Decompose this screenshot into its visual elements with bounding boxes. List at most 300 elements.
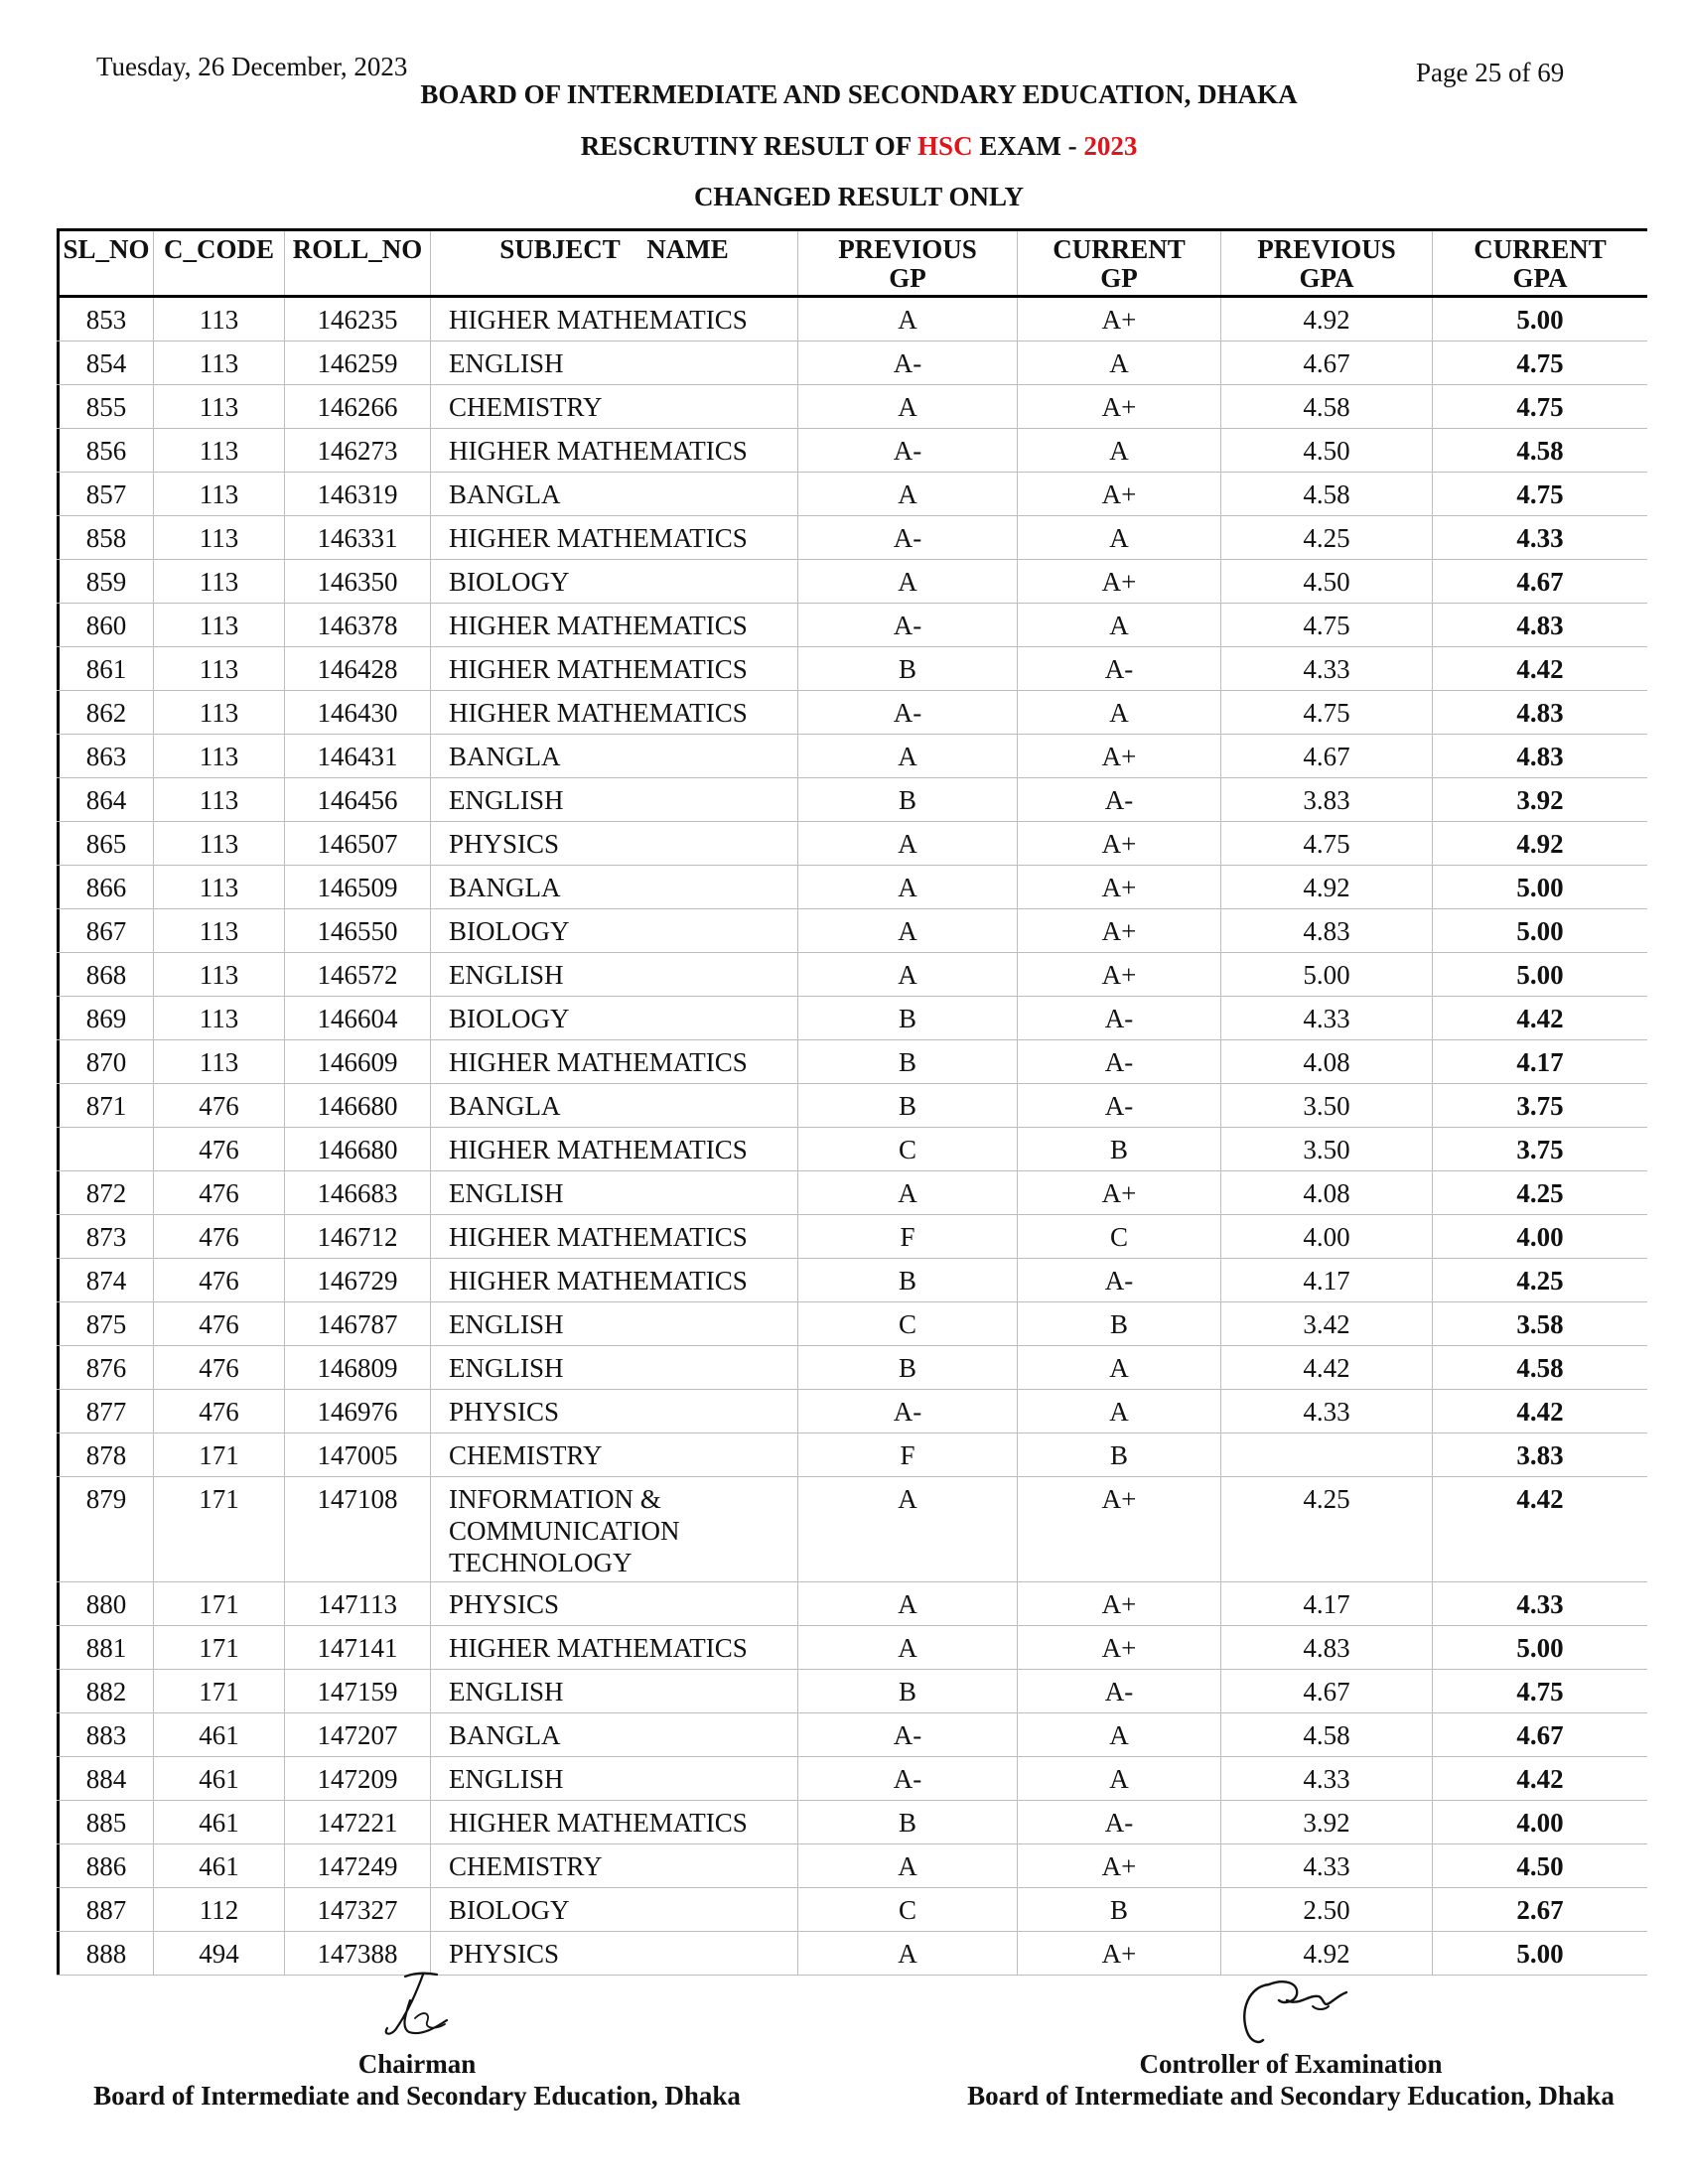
previous-gp-cell: C (798, 1302, 1018, 1345)
c-code-cell: 113 (154, 341, 285, 384)
roll-no-cell: 147159 (285, 1670, 431, 1712)
previous-gp-cell: A (798, 560, 1018, 603)
subject-name-cell (431, 341, 798, 384)
header-line: GPA (1512, 263, 1568, 293)
previous-gp-cell: B (798, 1346, 1018, 1389)
sl-no-cell: 857 (57, 473, 154, 515)
c-code-cell: 461 (154, 1757, 285, 1800)
header-previous-gp (798, 231, 1018, 295)
c-code-cell: 476 (154, 1215, 285, 1258)
roll-no-cell: 146787 (285, 1302, 431, 1345)
previous-gp-cell: F (798, 1215, 1018, 1258)
sl-no-cell: 879 (57, 1477, 154, 1581)
subject-name-cell (431, 1932, 798, 1975)
roll-no-cell: 146431 (285, 735, 431, 777)
roll-no-cell: 147388 (285, 1932, 431, 1975)
c-code-cell: 171 (154, 1433, 285, 1476)
c-code-cell: 476 (154, 1390, 285, 1433)
subject-line: CHEMISTRY (449, 1440, 603, 1470)
current-gpa-cell: 4.58 (1516, 1353, 1564, 1383)
subject-line: HIGHER MATHEMATICS (449, 1222, 748, 1252)
table-row (57, 778, 1647, 822)
subject-line: COMMUNICATION (449, 1516, 680, 1546)
subject-name-cell (431, 1171, 798, 1214)
previous-gp-cell: A (798, 866, 1018, 908)
previous-gpa-cell: 4.50 (1221, 429, 1433, 472)
current-gpa-cell: 4.50 (1516, 1851, 1564, 1881)
subject-line: INFORMATION & (449, 1484, 661, 1514)
current-gpa-cell: 3.75 (1516, 1091, 1564, 1121)
previous-gp-cell: B (798, 778, 1018, 821)
subject-line: PHYSICS (449, 829, 560, 859)
c-code-cell: 113 (154, 997, 285, 1039)
subject-name-cell (431, 735, 798, 777)
current-gpa-cell: 4.33 (1516, 1589, 1564, 1619)
previous-gp-cell: A (798, 909, 1018, 952)
table-row (57, 866, 1647, 909)
subject-name-cell (431, 866, 798, 908)
table-row (57, 385, 1647, 429)
current-gpa-cell: 5.00 (1516, 916, 1564, 946)
roll-no-cell: 146350 (285, 560, 431, 603)
c-code-cell: 113 (154, 385, 285, 428)
previous-gpa-cell: 4.17 (1221, 1582, 1433, 1625)
subject-line: HIGHER MATHEMATICS (449, 436, 748, 466)
previous-gp-cell: C (798, 1128, 1018, 1170)
current-gp-cell: A+ (1018, 1844, 1221, 1887)
table-body (57, 298, 1647, 1976)
sl-no-cell: 853 (57, 298, 154, 341)
sl-no-cell: 861 (57, 647, 154, 690)
subject-name-cell (431, 1302, 798, 1345)
c-code-cell: 461 (154, 1713, 285, 1756)
subject-line: ENGLISH (449, 785, 564, 815)
page-number: Page 25 of 69 (1416, 58, 1565, 87)
header-line: CURRENT (1474, 234, 1607, 264)
c-code-cell: 476 (154, 1128, 285, 1170)
current-gp-cell: A+ (1018, 473, 1221, 515)
current-gpa-cell: 4.42 (1516, 1484, 1564, 1514)
roll-no-cell: 146430 (285, 691, 431, 734)
sl-no-cell: 866 (57, 866, 154, 908)
current-gpa-cell: 4.17 (1516, 1047, 1564, 1077)
subject-name-cell (431, 1477, 798, 1581)
subject-name-cell (431, 1346, 798, 1389)
previous-gpa-cell: 4.67 (1221, 341, 1433, 384)
previous-gp-cell: A- (798, 604, 1018, 646)
sl-no-cell: 875 (57, 1302, 154, 1345)
subject-line: TECHNOLOGY (449, 1548, 633, 1577)
table-row (57, 1932, 1647, 1976)
current-gp-cell: A (1018, 691, 1221, 734)
subject-name-cell (431, 1084, 798, 1127)
current-gpa-cell: 3.58 (1516, 1309, 1564, 1339)
roll-no-cell: 146331 (285, 516, 431, 559)
roll-no-cell: 147207 (285, 1713, 431, 1756)
current-gpa-cell: 4.00 (1516, 1808, 1564, 1838)
sl-no-cell: 856 (57, 429, 154, 472)
current-gp-cell: A- (1018, 1670, 1221, 1712)
subject-name-cell (431, 1888, 798, 1931)
print-date: Tuesday, 26 December, 2023 (96, 52, 408, 81)
previous-gpa-cell: 3.42 (1221, 1302, 1433, 1345)
previous-gp-cell: A- (798, 1757, 1018, 1800)
roll-no-cell: 146319 (285, 473, 431, 515)
previous-gpa-cell: 4.42 (1221, 1346, 1433, 1389)
board-title: BOARD OF INTERMEDIATE AND SECONDARY EDUCATION, DHAKA (420, 79, 1298, 109)
c-code-cell: 113 (154, 298, 285, 341)
subject-line: PHYSICS (449, 1939, 560, 1969)
current-gpa-cell: 4.92 (1516, 829, 1564, 859)
exam-year: 2023 (1083, 131, 1138, 161)
previous-gpa-cell: 4.08 (1221, 1040, 1433, 1083)
c-code-cell: 113 (154, 560, 285, 603)
current-gp-cell: A- (1018, 997, 1221, 1039)
current-gp-cell: A (1018, 1757, 1221, 1800)
sl-no-cell (57, 1128, 154, 1170)
table-row (57, 604, 1647, 647)
current-gp-cell: A (1018, 341, 1221, 384)
table-row (57, 298, 1647, 341)
sl-no-cell: 876 (57, 1346, 154, 1389)
previous-gpa-cell: 3.83 (1221, 778, 1433, 821)
table-row (57, 1346, 1647, 1390)
header-line: GP (889, 263, 926, 293)
current-gpa-cell: 4.25 (1516, 1266, 1564, 1296)
previous-gpa-cell: 4.17 (1221, 1259, 1433, 1301)
chairman-org: Board of Intermediate and Secondary Education, Dhaka (93, 2081, 741, 2111)
table-header (57, 228, 1647, 298)
previous-gpa-cell: 4.58 (1221, 385, 1433, 428)
current-gp-cell: A+ (1018, 1626, 1221, 1669)
sl-no-cell: 863 (57, 735, 154, 777)
current-gp-cell: B (1018, 1302, 1221, 1345)
current-gp-cell: A- (1018, 1259, 1221, 1301)
c-code-cell: 461 (154, 1801, 285, 1843)
previous-gpa-cell: 4.25 (1221, 1477, 1433, 1581)
table-row (57, 1433, 1647, 1477)
current-gp-cell: A (1018, 429, 1221, 472)
current-gp-cell: A- (1018, 1040, 1221, 1083)
current-gp-cell: A- (1018, 1084, 1221, 1127)
previous-gpa-cell: 4.83 (1221, 909, 1433, 952)
current-gpa-cell: 4.58 (1516, 436, 1564, 466)
header-sl-no (57, 231, 154, 295)
roll-no-cell: 147141 (285, 1626, 431, 1669)
sl-no-cell: 860 (57, 604, 154, 646)
current-gp-cell: B (1018, 1433, 1221, 1476)
previous-gp-cell: A (798, 1582, 1018, 1625)
subject-name-cell (431, 385, 798, 428)
current-gp-cell: B (1018, 1888, 1221, 1931)
roll-no-cell: 147221 (285, 1801, 431, 1843)
subject-line: PHYSICS (449, 1589, 560, 1619)
previous-gpa-cell: 4.75 (1221, 822, 1433, 865)
subject-line: HIGHER MATHEMATICS (449, 654, 748, 684)
header-previous-gpa (1221, 231, 1433, 295)
sl-no-cell: 864 (57, 778, 154, 821)
header-roll-no (285, 231, 431, 295)
previous-gpa-cell: 4.75 (1221, 604, 1433, 646)
current-gp-cell: A+ (1018, 1582, 1221, 1625)
current-gpa-cell: 4.83 (1516, 611, 1564, 640)
subject-line: HIGHER MATHEMATICS (449, 1135, 748, 1164)
controller-signature-icon (1229, 1971, 1378, 2048)
c-code-cell: 113 (154, 473, 285, 515)
previous-gp-cell: A (798, 1171, 1018, 1214)
table-row (57, 1171, 1647, 1215)
current-gpa-cell: 2.67 (1516, 1895, 1564, 1925)
roll-no-cell: 146509 (285, 866, 431, 908)
c-code-cell: 113 (154, 691, 285, 734)
current-gpa-cell: 4.42 (1516, 654, 1564, 684)
c-code-cell: 113 (154, 429, 285, 472)
subject-line: HIGHER MATHEMATICS (449, 1047, 748, 1077)
sl-no-cell: 884 (57, 1757, 154, 1800)
previous-gpa-cell: 4.58 (1221, 1713, 1433, 1756)
subject-line: HIGHER MATHEMATICS (449, 1808, 748, 1838)
table-row (57, 1040, 1647, 1084)
c-code-cell: 112 (154, 1888, 285, 1931)
c-code-cell: 113 (154, 1040, 285, 1083)
roll-no-cell: 146572 (285, 953, 431, 996)
subject-name-cell (431, 1757, 798, 1800)
c-code-cell: 476 (154, 1259, 285, 1301)
c-code-cell: 113 (154, 647, 285, 690)
sl-no-cell: 883 (57, 1713, 154, 1756)
previous-gp-cell: A (798, 298, 1018, 341)
roll-no-cell: 146266 (285, 385, 431, 428)
table-row (57, 1670, 1647, 1713)
previous-gpa-cell: 4.83 (1221, 1626, 1433, 1669)
subject-line: HIGHER MATHEMATICS (449, 305, 748, 335)
current-gp-cell: A+ (1018, 298, 1221, 341)
current-gpa-cell: 3.92 (1516, 785, 1564, 815)
subject-line: BANGLA (449, 742, 561, 771)
current-gp-cell: C (1018, 1215, 1221, 1258)
roll-no-cell: 146976 (285, 1390, 431, 1433)
c-code-cell: 113 (154, 778, 285, 821)
current-gpa-cell: 4.42 (1516, 1004, 1564, 1033)
table-row (57, 1477, 1647, 1582)
subject-name-cell (431, 647, 798, 690)
table-row (57, 1844, 1647, 1888)
current-gp-cell: A+ (1018, 1932, 1221, 1975)
previous-gp-cell: B (798, 997, 1018, 1039)
c-code-cell: 113 (154, 604, 285, 646)
sl-no-cell: 872 (57, 1171, 154, 1214)
roll-no-cell: 147209 (285, 1757, 431, 1800)
sl-no-cell: 877 (57, 1390, 154, 1433)
current-gp-cell: A- (1018, 778, 1221, 821)
previous-gp-cell: F (798, 1433, 1018, 1476)
exam-name: HSC (917, 131, 973, 161)
table-row (57, 473, 1647, 516)
subject-line: ENGLISH (449, 960, 564, 990)
subject-line: HIGHER MATHEMATICS (449, 523, 748, 553)
sl-no-cell: 865 (57, 822, 154, 865)
current-gp-cell: A+ (1018, 866, 1221, 908)
sl-no-cell: 869 (57, 997, 154, 1039)
previous-gp-cell: B (798, 1670, 1018, 1712)
current-gp-cell: A (1018, 604, 1221, 646)
header-line: PREVIOUS (838, 234, 977, 264)
sl-no-cell: 880 (57, 1582, 154, 1625)
previous-gp-cell: B (798, 1801, 1018, 1843)
subject-name-cell (431, 953, 798, 996)
previous-gp-cell: A- (798, 1713, 1018, 1756)
sl-no-cell: 885 (57, 1801, 154, 1843)
sl-no-cell: 878 (57, 1433, 154, 1476)
previous-gpa-cell: 4.33 (1221, 997, 1433, 1039)
roll-no-cell: 146550 (285, 909, 431, 952)
table-row (57, 1582, 1647, 1626)
subject-name-cell (431, 1259, 798, 1301)
previous-gpa-cell: 3.50 (1221, 1128, 1433, 1170)
current-gpa-cell: 5.00 (1516, 1633, 1564, 1663)
subject-name-cell (431, 1713, 798, 1756)
previous-gpa-cell: 4.92 (1221, 298, 1433, 341)
current-gpa-cell: 4.00 (1516, 1222, 1564, 1252)
roll-no-cell: 146259 (285, 341, 431, 384)
header-c-code (154, 231, 285, 295)
roll-no-cell: 146507 (285, 822, 431, 865)
table-row (57, 647, 1647, 691)
current-gp-cell: A+ (1018, 953, 1221, 996)
previous-gpa-cell: 3.92 (1221, 1801, 1433, 1843)
roll-no-cell: 146428 (285, 647, 431, 690)
previous-gp-cell: A (798, 1477, 1018, 1581)
roll-no-cell: 147005 (285, 1433, 431, 1476)
table-row (57, 1757, 1647, 1801)
sl-no-cell: 888 (57, 1932, 154, 1975)
current-gpa-cell: 5.00 (1516, 305, 1564, 335)
header-line: C_CODE (163, 234, 274, 264)
previous-gp-cell: B (798, 1084, 1018, 1127)
roll-no-cell: 146456 (285, 778, 431, 821)
previous-gpa-cell: 4.67 (1221, 735, 1433, 777)
previous-gpa-cell: 4.00 (1221, 1215, 1433, 1258)
subject-line: HIGHER MATHEMATICS (449, 1266, 748, 1296)
subject-name-cell (431, 298, 798, 341)
current-gp-cell: A (1018, 1346, 1221, 1389)
table-row (57, 1302, 1647, 1346)
table-row (57, 1801, 1647, 1844)
c-code-cell: 113 (154, 822, 285, 865)
subject-name-cell (431, 997, 798, 1039)
roll-no-cell: 146712 (285, 1215, 431, 1258)
sl-no-cell: 870 (57, 1040, 154, 1083)
table-row (57, 997, 1647, 1040)
header-line: ROLL_NO (292, 234, 423, 264)
current-gp-cell: A+ (1018, 1171, 1221, 1214)
subject-line: BIOLOGY (449, 916, 570, 946)
previous-gp-cell: C (798, 1888, 1018, 1931)
previous-gpa-cell: 4.50 (1221, 560, 1433, 603)
current-gpa-cell: 4.83 (1516, 698, 1564, 728)
previous-gp-cell: A (798, 822, 1018, 865)
current-gpa-cell: 4.42 (1516, 1764, 1564, 1794)
current-gpa-cell: 4.75 (1516, 392, 1564, 422)
current-gpa-cell: 4.67 (1516, 1720, 1564, 1750)
sl-no-cell: 858 (57, 516, 154, 559)
subject-name-cell (431, 1670, 798, 1712)
subtitle: CHANGED RESULT ONLY (693, 182, 1025, 211)
c-code-cell: 113 (154, 735, 285, 777)
sl-no-cell: 862 (57, 691, 154, 734)
roll-no-cell: 146609 (285, 1040, 431, 1083)
current-gp-cell: A (1018, 1390, 1221, 1433)
header-line: PREVIOUS (1257, 234, 1396, 264)
current-gpa-cell: 4.25 (1516, 1178, 1564, 1208)
previous-gpa-cell: 4.75 (1221, 691, 1433, 734)
subject-name-cell (431, 1040, 798, 1083)
c-code-cell: 113 (154, 953, 285, 996)
c-code-cell: 113 (154, 866, 285, 908)
c-code-cell: 171 (154, 1477, 285, 1581)
c-code-cell: 171 (154, 1670, 285, 1712)
c-code-cell: 476 (154, 1346, 285, 1389)
previous-gp-cell: B (798, 1259, 1018, 1301)
subject-name-cell (431, 1390, 798, 1433)
subject-line: BIOLOGY (449, 1895, 570, 1925)
header-subject-name (431, 231, 798, 295)
roll-no-cell: 147249 (285, 1844, 431, 1887)
header-line: CURRENT (1053, 234, 1186, 264)
result-title (0, 131, 1688, 162)
previous-gpa-cell: 2.50 (1221, 1888, 1433, 1931)
table-row (57, 1626, 1647, 1670)
roll-no-cell: 146680 (285, 1084, 431, 1127)
table-row (57, 822, 1647, 866)
current-gp-cell: A (1018, 516, 1221, 559)
c-code-cell: 113 (154, 516, 285, 559)
sl-no-cell: 868 (57, 953, 154, 996)
subject-line: HIGHER MATHEMATICS (449, 1633, 748, 1663)
previous-gp-cell: A (798, 953, 1018, 996)
header-line: SL_NO (63, 234, 150, 264)
result-prefix: RESCRUTINY RESULT OF (580, 131, 918, 161)
subject-line: ENGLISH (449, 1178, 564, 1208)
table-row (57, 516, 1647, 560)
subject-name-cell (431, 778, 798, 821)
current-gpa-cell: 4.83 (1516, 742, 1564, 771)
previous-gp-cell: A (798, 735, 1018, 777)
header-line: GP (1100, 263, 1138, 293)
current-gpa-cell: 3.75 (1516, 1135, 1564, 1164)
subject-line: BANGLA (449, 1091, 561, 1121)
subject-name-cell (431, 560, 798, 603)
c-code-cell: 476 (154, 1302, 285, 1345)
current-gpa-cell: 5.00 (1516, 960, 1564, 990)
subject-name-cell (431, 1433, 798, 1476)
subject-line: ENGLISH (449, 1677, 564, 1706)
c-code-cell: 171 (154, 1626, 285, 1669)
subject-name-cell (431, 473, 798, 515)
subject-name-cell (431, 909, 798, 952)
table-row (57, 341, 1647, 385)
table-row (57, 1888, 1647, 1932)
previous-gpa-cell (1221, 1433, 1433, 1476)
roll-no-cell: 146235 (285, 298, 431, 341)
sl-no-cell: 855 (57, 385, 154, 428)
roll-no-cell: 146729 (285, 1259, 431, 1301)
subject-line: BANGLA (449, 873, 561, 902)
current-gp-cell: A+ (1018, 822, 1221, 865)
current-gp-cell: A+ (1018, 385, 1221, 428)
current-gpa-cell: 4.67 (1516, 567, 1564, 597)
controller-org: Board of Intermediate and Secondary Education, Dhaka (967, 2081, 1615, 2111)
